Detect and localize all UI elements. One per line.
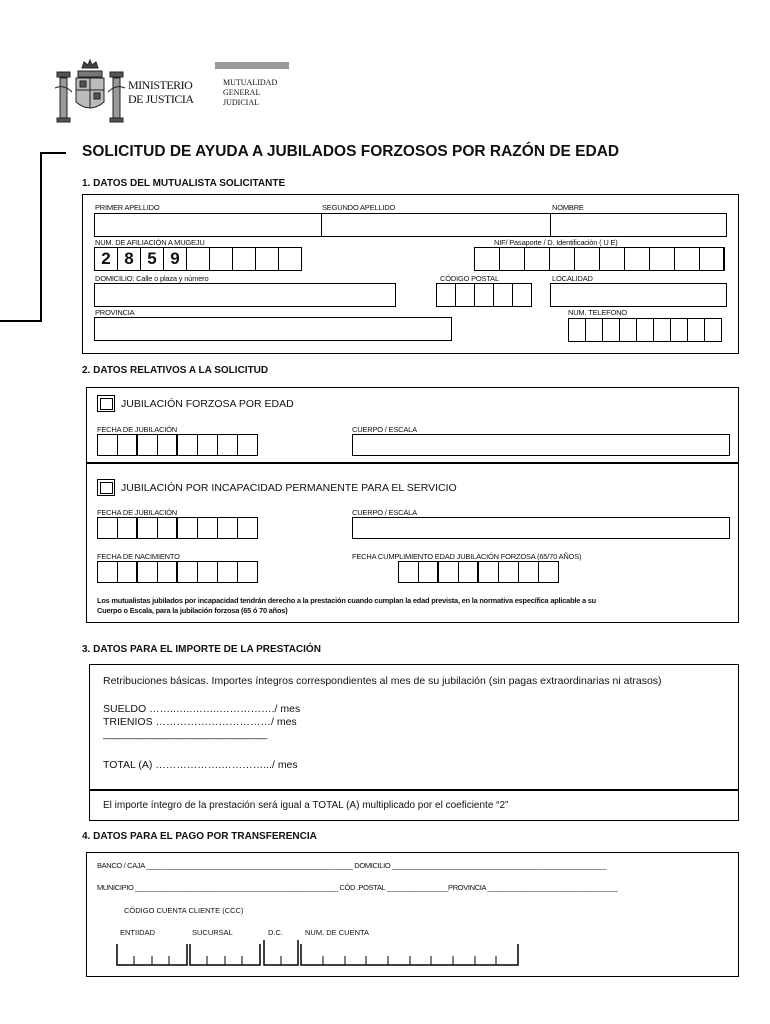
nombre-input[interactable] — [550, 213, 727, 237]
nif-input[interactable] — [474, 247, 725, 271]
section-3-divider — [89, 789, 739, 791]
side-bracket-top — [40, 152, 66, 154]
num-afiliacion-label: NUM. DE AFILIACIÓN A MUGEJU — [95, 238, 205, 247]
section-4-heading: 4. DATOS PARA EL PAGO POR TRANSFERENCIA — [82, 831, 317, 842]
fecha-cell[interactable] — [217, 434, 238, 456]
sueldo-line[interactable]: SUELDO ……..…..……..……………./ mes — [103, 703, 301, 715]
fecha-cell[interactable] — [117, 434, 138, 456]
fecha-cell[interactable] — [398, 561, 419, 583]
fecha-cell[interactable] — [458, 561, 479, 583]
domicilio-input[interactable] — [94, 283, 396, 307]
cp-cell[interactable] — [474, 283, 494, 307]
mugeju-line-3: JUDICIAL — [223, 98, 259, 107]
fecha-cell[interactable] — [97, 517, 118, 539]
nif-cell[interactable] — [699, 247, 725, 271]
municipio-line[interactable]: MUNICIPIO _____________________________________________________ CÓD .POSTAL ________________PROVINCIA __________________________________ — [97, 883, 618, 892]
fecha-cell[interactable] — [117, 561, 138, 583]
fecha-cumplimiento-label: FECHA CUMPLIMIENTO EDAD JUBILACIÓN FORZOSA (65/70 AÑOS) — [352, 552, 582, 561]
entidad-label: ENTIIDAD — [120, 928, 156, 937]
afiliacion-digit-9[interactable] — [278, 247, 302, 271]
jubilacion-incapacidad-label: JUBILACIÓN POR INCAPACIDAD PERMANENTE PARA EL SERVICIO — [121, 482, 457, 494]
fecha-cell[interactable] — [538, 561, 559, 583]
afiliacion-digit-5[interactable] — [186, 247, 210, 271]
afiliacion-digit-2[interactable]: 8 — [117, 247, 141, 271]
fecha-jubilacion-1-label: FECHA DE JUBILACIÓN — [97, 425, 177, 434]
fecha-cell[interactable] — [177, 517, 198, 539]
fecha-nacimiento-input[interactable] — [97, 561, 258, 583]
afiliacion-digit-6[interactable] — [209, 247, 233, 271]
fecha-cell[interactable] — [157, 561, 178, 583]
note-line-1: Los mutualistas jubilados por incapacidad tendrán derecho a la prestación cuando cumplan la edad prevista, en la normativa específica aplicable a su — [97, 596, 596, 605]
nif-label: NIF/ Pasaporte / D. Identificación ( U E) — [494, 238, 618, 247]
fecha-cell[interactable] — [237, 517, 258, 539]
side-bracket-vertical — [40, 152, 42, 322]
afiliacion-digit-4[interactable]: 9 — [163, 247, 187, 271]
localidad-label: LOCALIDAD — [552, 274, 593, 283]
ccc-label: CÓDIGO CUENTA CLIENTE (CCC) — [124, 906, 244, 915]
cp-cell[interactable] — [436, 283, 456, 307]
fecha-cell[interactable] — [157, 434, 178, 456]
primer-apellido-label: PRIMER APELLIDO — [95, 203, 160, 212]
cuerpo-escala-2-input[interactable] — [352, 517, 730, 539]
num-afiliacion-input[interactable] — [94, 247, 302, 271]
fecha-nacimiento-label: FECHA DE NACIMIENTO — [97, 552, 180, 561]
telefono-cell[interactable] — [619, 318, 637, 342]
fecha-cell[interactable] — [177, 561, 198, 583]
fecha-cell[interactable] — [97, 561, 118, 583]
fecha-cell[interactable] — [498, 561, 519, 583]
fecha-cell[interactable] — [197, 434, 218, 456]
fecha-cell[interactable] — [237, 434, 258, 456]
cp-cell[interactable] — [493, 283, 513, 307]
section-3-heading: 3. DATOS PARA EL IMPORTE DE LA PRESTACIÓN — [82, 644, 321, 655]
cp-cell[interactable] — [455, 283, 475, 307]
nif-cell[interactable] — [674, 247, 700, 271]
telefono-cell[interactable] — [687, 318, 705, 342]
jubilacion-edad-checkbox[interactable] — [97, 395, 115, 412]
afiliacion-digit-1[interactable]: 2 — [94, 247, 118, 271]
telefono-input[interactable] — [568, 318, 722, 342]
fecha-cell[interactable] — [217, 561, 238, 583]
nif-cell[interactable] — [624, 247, 650, 271]
provincia-input[interactable] — [94, 317, 452, 341]
fecha-jubilacion-1-input[interactable] — [97, 434, 258, 456]
segundo-apellido-input[interactable] — [321, 213, 551, 237]
afiliacion-digit-8[interactable] — [255, 247, 279, 271]
note-line-2: Cuerpo o Escala, para la jubilación forzosa (65 ó 70 años) — [97, 606, 288, 615]
ministry-name — [128, 78, 194, 106]
fecha-cell[interactable] — [117, 517, 138, 539]
mugeju-bar — [215, 62, 289, 69]
segundo-apellido-label: SEGUNDO APELLIDO — [322, 203, 396, 212]
ministry-line-2: DE JUSTICIA — [128, 92, 194, 106]
fecha-cell[interactable] — [137, 434, 158, 456]
incapacidad-note — [97, 596, 596, 616]
domicilio-label: DOMICILIO: Calle o plaza y número — [95, 274, 209, 283]
nif-cell[interactable] — [499, 247, 525, 271]
nombre-label: NOMBRE — [552, 203, 584, 212]
mugeju-name — [223, 78, 277, 108]
telefono-cell[interactable] — [704, 318, 722, 342]
fecha-jubilacion-2-label: FECHA DE JUBILACIÓN — [97, 508, 177, 517]
telefono-cell[interactable] — [602, 318, 620, 342]
afiliacion-digit-7[interactable] — [232, 247, 256, 271]
fecha-cell[interactable] — [418, 561, 439, 583]
side-bracket-bottom — [0, 320, 41, 322]
fecha-cell[interactable] — [237, 561, 258, 583]
subtotal-rule: _________________________________ — [103, 729, 267, 740]
codigo-postal-input[interactable] — [436, 283, 532, 307]
fecha-cell[interactable] — [197, 561, 218, 583]
nif-cell[interactable] — [574, 247, 600, 271]
mugeju-line-1: MUTUALIDAD — [223, 78, 278, 87]
afiliacion-digit-3[interactable]: 5 — [140, 247, 164, 271]
telefono-cell[interactable] — [636, 318, 654, 342]
telefono-cell[interactable] — [568, 318, 586, 342]
cuerpo-escala-2-label: CUERPO / ESCALA — [352, 508, 417, 517]
nif-cell[interactable] — [649, 247, 675, 271]
cuerpo-escala-1-input[interactable] — [352, 434, 730, 456]
fecha-cell[interactable] — [217, 517, 238, 539]
section-2-divider — [86, 462, 739, 464]
trienios-line[interactable]: TRIENIOS ……………………………/ mes — [103, 716, 297, 728]
coat-of-arms-logo — [52, 58, 128, 126]
nif-cell[interactable] — [474, 247, 500, 271]
localidad-input[interactable] — [550, 283, 727, 307]
telefono-cell[interactable] — [653, 318, 671, 342]
ministry-line-1: MINISTERIO — [128, 78, 193, 92]
fecha-cell[interactable] — [137, 517, 158, 539]
fecha-cell[interactable] — [97, 434, 118, 456]
cuerpo-escala-1-label: CUERPO / ESCALA — [352, 425, 417, 434]
fecha-cell[interactable] — [518, 561, 539, 583]
fecha-cell[interactable] — [157, 517, 178, 539]
section-2-heading: 2. DATOS RELATIVOS A LA SOLICITUD — [82, 365, 269, 376]
total-line[interactable]: TOTAL (A) ……………….………….../ mes — [103, 759, 298, 771]
codigo-postal-label: CÓDIGO POSTAL — [440, 274, 499, 283]
section-1-heading: 1. DATOS DEL MUTUALISTA SOLICITANTE — [82, 178, 286, 189]
provincia-label: PROVINCIA — [95, 308, 135, 317]
fecha-cell[interactable] — [137, 561, 158, 583]
page-title: SOLICITUD DE AYUDA A JUBILADOS FORZOSOS POR RAZÓN DE EDAD — [82, 143, 620, 160]
jubilacion-edad-label: JUBILACIÓN FORZOSA POR EDAD — [121, 398, 294, 410]
retribuciones-intro: Retribuciones básicas. Importes íntegros correspondientes al mes de su jubilación (sin pagas extraordinarias ni atrasos) — [103, 675, 662, 687]
fecha-jubilacion-2-input[interactable] — [97, 517, 258, 539]
section-3-panel — [89, 664, 739, 821]
telefono-cell[interactable] — [670, 318, 688, 342]
fecha-cell[interactable] — [478, 561, 499, 583]
cp-cell[interactable] — [512, 283, 532, 307]
nif-cell[interactable] — [599, 247, 625, 271]
primer-apellido-input[interactable] — [94, 213, 322, 237]
telefono-cell[interactable] — [585, 318, 603, 342]
ccc-input[interactable] — [112, 936, 522, 968]
jubilacion-incapacidad-checkbox[interactable] — [97, 479, 115, 496]
fecha-cell[interactable] — [438, 561, 459, 583]
sucursal-label: SUCURSAL — [192, 928, 233, 937]
num-cuenta-label: NUM. DE CUENTA — [305, 928, 370, 937]
fecha-cell[interactable] — [197, 517, 218, 539]
fecha-cumplimiento-input[interactable] — [398, 561, 559, 583]
mugeju-line-2: GENERAL — [223, 88, 261, 97]
banco-line[interactable]: BANCO / CAJA ______________________________________________________ DOMICILIO ________________________________________________________ — [97, 861, 607, 870]
telefono-label: NUM. TELEFONO — [568, 308, 627, 317]
importe-footer: El importe íntegro de la prestación será igual a TOTAL (A) multiplicado por el coeficiente “2” — [103, 800, 509, 811]
nif-cell[interactable] — [524, 247, 550, 271]
dc-label: D.C. — [268, 928, 283, 937]
fecha-cell[interactable] — [177, 434, 198, 456]
nif-cell[interactable] — [549, 247, 575, 271]
section-2-panel — [86, 387, 739, 623]
